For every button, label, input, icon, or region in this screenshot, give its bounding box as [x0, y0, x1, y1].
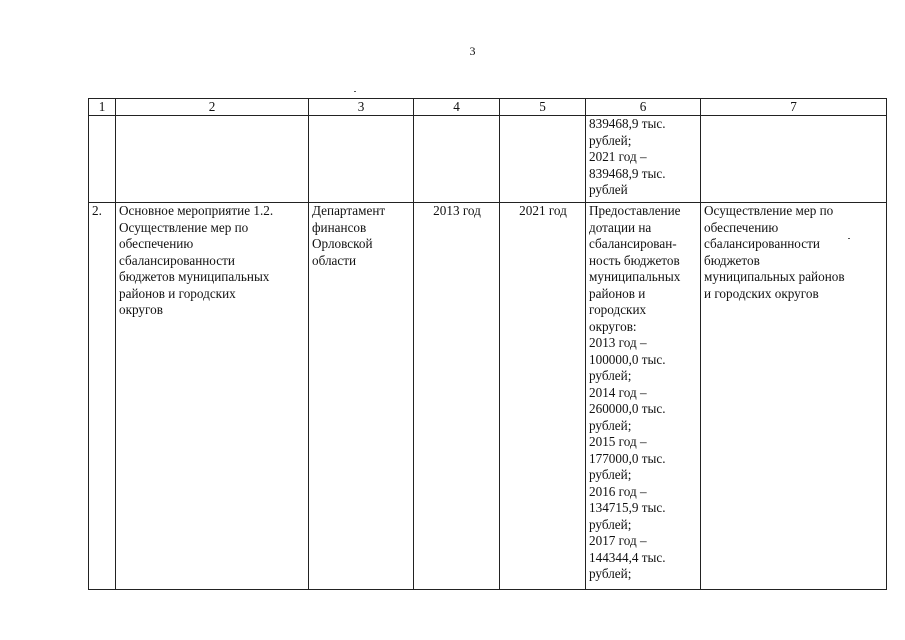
- text-line: рублей;: [589, 516, 632, 532]
- text-line: 839468,9 тыс.: [589, 116, 666, 131]
- funding-cell: [586, 203, 701, 590]
- text-line: 144344,4 тыс.: [589, 549, 666, 565]
- header-cell: 1: [89, 99, 116, 116]
- text-line: обеспечению: [119, 236, 194, 251]
- empty-cell: [701, 116, 887, 203]
- text-line: 2014 год –: [589, 384, 647, 400]
- text-line: 260000,0 тыс.: [589, 401, 666, 416]
- empty-cell: [414, 116, 500, 203]
- text-line: рублей;: [589, 467, 632, 482]
- text-line: районов и городских: [119, 285, 236, 301]
- scan-speck: [354, 91, 356, 92]
- empty-cell: [309, 116, 414, 203]
- text-line: 2017 год –: [589, 533, 647, 548]
- page-number: 3: [469, 44, 476, 58]
- result-cell: [701, 203, 887, 590]
- text-line: обеспечению: [704, 219, 779, 235]
- header-cell: 3: [309, 99, 414, 116]
- text-line: 100000,0 тыс.: [589, 351, 666, 367]
- text-line: Осуществление мер по: [119, 219, 249, 235]
- empty-cell: [500, 116, 586, 203]
- text-line: рублей;: [589, 132, 632, 148]
- text-line: 839468,9 тыс.: [589, 165, 666, 181]
- header-cell: 4: [414, 99, 500, 116]
- empty-cell: [116, 116, 309, 203]
- end-year-cell: 2021 год: [500, 203, 586, 590]
- text-line: муниципальных районов: [704, 269, 845, 284]
- text-line: районов и: [589, 285, 646, 301]
- text-line: 2013 год –: [589, 335, 647, 350]
- text-line: финансов: [312, 219, 367, 235]
- table-header-row: [89, 99, 887, 116]
- header-cell: 5: [500, 99, 586, 116]
- text-line: сбалансированности: [119, 252, 235, 268]
- text-line: Осуществление мер по: [704, 203, 834, 218]
- text-line: рублей;: [589, 566, 632, 581]
- text-line: сбалансированности: [704, 236, 820, 251]
- text-line: округов:: [589, 318, 637, 334]
- header-cell: 6: [586, 99, 701, 116]
- text-line: 2021 год –: [589, 149, 647, 164]
- text-line: городских: [589, 302, 647, 317]
- text-line: Департамент: [312, 203, 386, 218]
- text-line: 2015 год –: [589, 434, 647, 449]
- text-line: бюджетов муниципальных: [119, 269, 270, 284]
- text-line: Основное мероприятие 1.2.: [119, 203, 274, 218]
- text-line: муниципальных: [589, 269, 681, 284]
- text-line: дотации на: [589, 219, 652, 235]
- text-line: Предоставление: [589, 203, 681, 218]
- text-line: Орловской: [312, 236, 373, 251]
- start-year-cell: 2013 год: [414, 203, 500, 590]
- text-line: ность бюджетов: [589, 252, 680, 268]
- text-line: и городских округов: [704, 285, 819, 301]
- text-line: рублей: [589, 182, 628, 197]
- row-number-cell: 2.: [89, 203, 116, 590]
- text-line: рублей;: [589, 417, 632, 433]
- executor-cell: [309, 203, 414, 590]
- text-line: сбалансирован-: [589, 236, 677, 251]
- text-line: 177000,0 тыс.: [589, 450, 666, 466]
- empty-cell: [89, 116, 116, 203]
- text-line: 134715,9 тыс.: [589, 500, 666, 515]
- table-row-continuation: [89, 116, 887, 203]
- funding-cell-continued: [586, 116, 701, 203]
- header-cell: 7: [701, 99, 887, 116]
- text-line: 2016 год –: [589, 483, 647, 499]
- text-line: округов: [119, 302, 163, 317]
- text-line: бюджетов: [704, 252, 760, 268]
- header-cell: 2: [116, 99, 309, 116]
- table-row-2: [89, 203, 887, 590]
- text-line: области: [312, 252, 357, 268]
- text-line: рублей;: [589, 368, 632, 383]
- event-name-cell: [116, 203, 309, 590]
- measures-table: [88, 98, 887, 590]
